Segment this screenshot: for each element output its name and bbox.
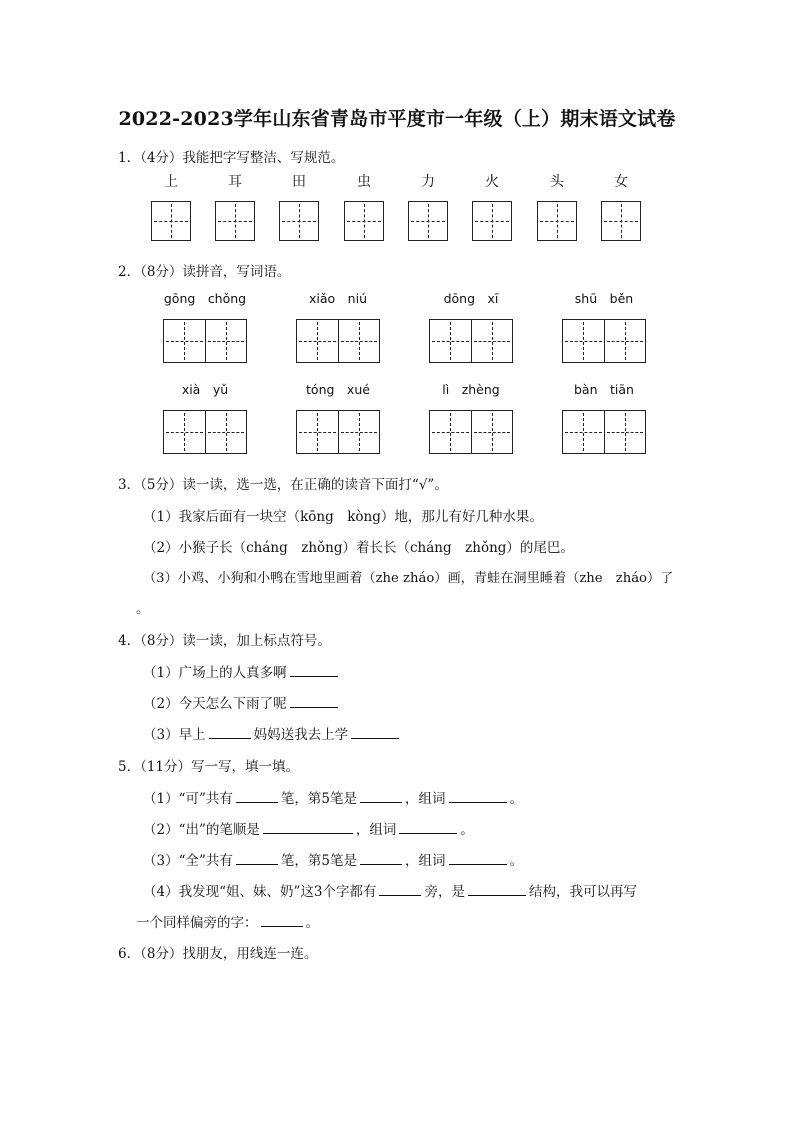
q5-text: （1）“可”共有 <box>143 791 233 807</box>
q5-item-4-continued <box>136 911 319 931</box>
pinyin-label: shū běn <box>574 291 634 306</box>
q5-text: 结构，我可以再写 <box>528 884 637 900</box>
q3-item-1: （1）我家后面有一块空（kōng kòng）地，那儿有好几种水果。 <box>143 509 543 525</box>
answer-blank[interactable] <box>261 914 303 927</box>
q5-text: ，组词 <box>405 853 446 869</box>
question-4-prompt: 4．（8分）读一读，加上标点符号。 <box>118 633 331 649</box>
q1-char: 耳 <box>228 174 242 190</box>
answer-blank[interactable] <box>360 852 402 865</box>
word-grid[interactable] <box>562 410 646 454</box>
tianzige-box[interactable] <box>601 201 641 241</box>
q5-item-1 <box>143 787 523 807</box>
q1-char: 田 <box>292 174 306 190</box>
tianzige-box[interactable] <box>215 201 255 241</box>
answer-blank[interactable] <box>290 664 338 677</box>
pinyin-label: lì zhèng <box>442 382 500 397</box>
tianzige-box[interactable] <box>279 201 319 241</box>
word-grid[interactable] <box>296 410 380 454</box>
question-3-prompt: 3．（5分）读一读，选一选，在正确的读音下面打“√”。 <box>118 477 448 493</box>
pinyin-label: xià yǔ <box>181 382 229 397</box>
pinyin-label: xiǎo niú <box>309 291 367 306</box>
tianzige-box[interactable] <box>537 201 577 241</box>
q5-text: （4）我发现“姐、妹、奶”这3个字都有 <box>143 884 377 900</box>
answer-blank[interactable] <box>263 821 353 834</box>
pinyin-label: tóng xué <box>306 382 370 397</box>
q1-char: 女 <box>614 174 628 190</box>
word-grid[interactable] <box>163 319 247 363</box>
pinyin-label: gōng chǒng <box>163 291 247 306</box>
answer-blank[interactable] <box>379 883 421 896</box>
q5-text: 笔，第5笔是 <box>280 791 357 807</box>
pinyin-label: bàn tiān <box>574 382 634 397</box>
q4-item-3-text-a: （3）早上 <box>143 727 206 743</box>
answer-blank[interactable] <box>236 852 278 865</box>
q4-item-3 <box>143 723 402 743</box>
q3-item-2: （2）小猴子长（cháng zhǒng）着长长（cháng zhǒng）的尾巴。 <box>143 540 574 556</box>
answer-blank[interactable] <box>360 790 402 803</box>
q1-char: 火 <box>485 174 499 190</box>
tianzige-box[interactable] <box>151 201 191 241</box>
q5-text: 旁，是 <box>424 884 465 900</box>
answer-blank[interactable] <box>209 726 251 739</box>
word-grid[interactable] <box>163 410 247 454</box>
q4-item-2-text: （2）今天怎么下雨了呢 <box>143 696 287 712</box>
question-6-prompt: 6．（8分）找朋友，用线连一连。 <box>118 946 318 962</box>
q4-item-3-text-b: 妈妈送我去上学 <box>253 727 349 743</box>
tianzige-box[interactable] <box>472 201 512 241</box>
word-grid[interactable] <box>562 319 646 363</box>
word-grid[interactable] <box>429 319 513 363</box>
tianzige-box[interactable] <box>408 201 448 241</box>
q5-item-2 <box>143 818 474 838</box>
q1-char: 头 <box>550 174 564 190</box>
answer-blank[interactable] <box>399 821 457 834</box>
q1-char: 力 <box>421 174 435 190</box>
answer-blank[interactable] <box>290 695 338 708</box>
q5-text: （2）“出”的笔顺是 <box>143 822 260 838</box>
q3-item-3-tail: 。 <box>136 601 150 617</box>
q5-text: 。 <box>509 791 523 807</box>
question-5-prompt: 5．（11分）写一写，填一填。 <box>118 759 300 775</box>
q3-item-3: （3）小鸡、小狗和小鸭在雪地里画着（zhe zháo）画，青蛙在洞里睡着（zhe zháo）了 <box>143 571 674 586</box>
q5-text: （3）“全”共有 <box>143 853 233 869</box>
q5-text: 笔，第5笔是 <box>280 853 357 869</box>
word-grid[interactable] <box>296 319 380 363</box>
answer-blank[interactable] <box>449 852 507 865</box>
q4-item-1 <box>143 661 341 681</box>
q5-text: 。 <box>305 915 319 931</box>
q5-text: ，组词 <box>405 791 446 807</box>
answer-blank[interactable] <box>449 790 507 803</box>
q5-text: 一个同样偏旁的字： <box>136 915 258 931</box>
answer-blank[interactable] <box>468 883 526 896</box>
tianzige-box[interactable] <box>344 201 384 241</box>
word-grid[interactable] <box>429 410 513 454</box>
q1-char: 上 <box>164 174 178 190</box>
question-2-prompt: 2．（8分）读拼音，写词语。 <box>118 264 291 280</box>
page-title: 2022-2023学年山东省青岛市平度市一年级（上）期末语文试卷 <box>118 108 676 130</box>
q5-text: 。 <box>509 853 523 869</box>
q5-text: ，组词 <box>355 822 397 838</box>
question-1-prompt: 1．（4分）我能把字写整洁、写规范。 <box>118 150 345 166</box>
answer-blank[interactable] <box>236 790 278 803</box>
q5-item-4 <box>143 880 637 900</box>
q5-item-3 <box>143 849 523 869</box>
q4-item-1-text: （1）广场上的人真多啊 <box>143 665 287 681</box>
q5-text: 。 <box>460 822 474 838</box>
answer-blank[interactable] <box>351 726 399 739</box>
q1-char: 虫 <box>357 174 371 190</box>
pinyin-label: dōng xī <box>443 291 499 306</box>
q4-item-2 <box>143 692 341 712</box>
